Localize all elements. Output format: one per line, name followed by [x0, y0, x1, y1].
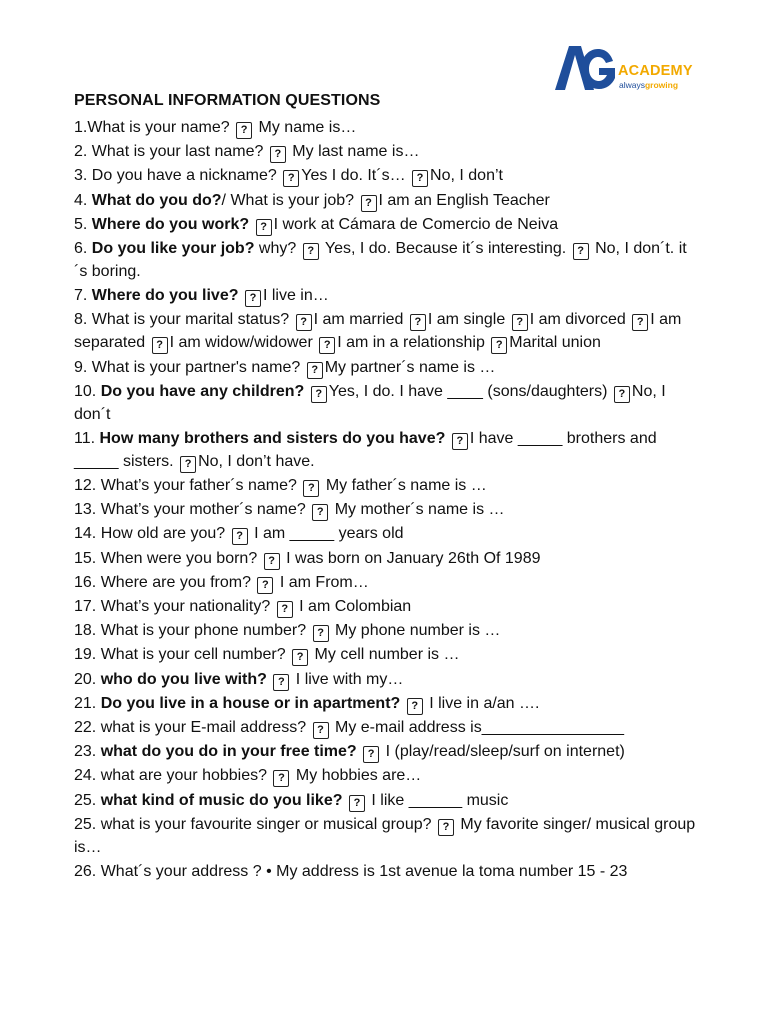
unknown-glyph-box-icon	[491, 337, 507, 354]
question-item	[74, 813, 696, 859]
unknown-glyph-box-icon	[311, 386, 327, 403]
question-text: 10.	[74, 382, 101, 400]
unknown-glyph-box-icon	[313, 625, 329, 642]
question-text: 3. Do you have a nickname?	[74, 167, 282, 185]
question-text: I am From…	[275, 573, 369, 591]
unknown-glyph-box-icon	[363, 746, 379, 763]
question-text: 12. What’s your father´s name?	[74, 477, 302, 495]
question-text	[238, 287, 242, 304]
question-item	[74, 619, 696, 642]
question-text: My hobbies are…	[291, 767, 422, 785]
question-item	[74, 284, 696, 307]
question-item	[74, 595, 696, 618]
question-text	[343, 792, 347, 809]
question-bold-text: what kind of music do you like?	[100, 791, 343, 809]
question-text	[304, 383, 308, 400]
question-bold-text: Do you live in a house or in apartment?	[100, 694, 401, 712]
question-item	[74, 716, 696, 739]
question-text: I am an English Teacher	[378, 191, 550, 209]
question-text: My father´s name is …	[321, 477, 487, 495]
question-text: 25. what is your favourite singer or musical group?	[74, 815, 436, 833]
question-text: I am divorced	[529, 311, 631, 329]
question-item	[74, 740, 696, 763]
unknown-glyph-box-icon	[313, 722, 329, 739]
question-text: My e-mail address is________________	[330, 718, 625, 736]
question-list	[74, 116, 696, 884]
academy-logo	[552, 40, 702, 96]
unknown-glyph-box-icon	[264, 553, 280, 570]
question-text: No, I don´t	[74, 382, 666, 423]
question-item	[74, 643, 696, 666]
question-text: 18. What is your phone number?	[74, 622, 311, 640]
question-text: 21.	[74, 694, 101, 712]
question-text: Yes, I do. Because it´s interesting.	[320, 239, 571, 257]
unknown-glyph-box-icon	[296, 314, 312, 331]
question-text: 24. what are your hobbies?	[74, 767, 272, 785]
question-text: I am _____ years old	[249, 525, 404, 543]
question-text	[357, 743, 361, 760]
unknown-glyph-box-icon	[307, 362, 323, 379]
question-text: I am in a relationship	[337, 334, 490, 352]
question-bold-text: Where do you live?	[91, 287, 239, 305]
question-text: 19. What is your cell number?	[74, 646, 291, 664]
question-text: 15. When were you born?	[74, 549, 262, 567]
unknown-glyph-box-icon	[632, 314, 648, 331]
unknown-glyph-box-icon	[573, 243, 589, 260]
question-item	[74, 764, 696, 787]
question-text: 25.	[74, 791, 101, 809]
unknown-glyph-box-icon	[349, 795, 365, 812]
question-item	[74, 522, 696, 545]
question-text: 13. What’s your mother´s name?	[74, 501, 311, 519]
question-bold-text: How many brothers and sisters do you have?	[99, 429, 446, 447]
unknown-glyph-box-icon	[270, 146, 286, 163]
question-item	[74, 237, 696, 283]
unknown-glyph-box-icon	[410, 314, 426, 331]
question-text: 22. what is your E-mail address?	[74, 718, 311, 736]
unknown-glyph-box-icon	[303, 480, 319, 497]
question-text: My mother´s name is …	[330, 501, 505, 519]
question-bold-text: who do you live with?	[100, 670, 267, 688]
question-text: No, I don’t	[430, 167, 503, 185]
question-text: My name is…	[254, 119, 357, 136]
unknown-glyph-box-icon	[273, 770, 289, 787]
question-text: 5.	[74, 215, 92, 233]
unknown-glyph-box-icon	[245, 290, 261, 307]
question-text: 4.	[74, 191, 92, 209]
question-item	[74, 356, 696, 379]
question-text: 2. What is your last name?	[74, 143, 268, 161]
question-text: 26. What´s your address ? • My address is 1st avenue la toma number 15 - 23	[74, 862, 628, 880]
question-text: I am widow/widower	[169, 334, 318, 352]
question-text: 14. How old are you?	[74, 525, 230, 543]
unknown-glyph-box-icon	[236, 122, 252, 139]
question-item	[74, 474, 696, 497]
question-item	[74, 547, 696, 570]
question-item	[74, 213, 696, 236]
question-text	[267, 671, 271, 688]
question-text: 11.	[74, 429, 100, 447]
question-text: Marital union	[509, 334, 601, 352]
question-item	[74, 498, 696, 521]
question-text: 23.	[74, 743, 101, 761]
question-text: 20.	[74, 670, 101, 688]
unknown-glyph-box-icon	[319, 337, 335, 354]
unknown-glyph-box-icon	[412, 170, 428, 187]
question-item	[74, 140, 696, 163]
question-item	[74, 189, 696, 212]
question-text	[445, 430, 449, 447]
question-text	[400, 695, 404, 712]
unknown-glyph-box-icon	[512, 314, 528, 331]
unknown-glyph-box-icon	[257, 577, 273, 594]
question-text: No, I don’t have.	[198, 452, 315, 470]
question-text: 9. What is your partner's name?	[74, 358, 305, 376]
question-text: I live with my…	[291, 670, 404, 688]
question-text: My cell number is …	[310, 646, 460, 664]
question-item	[74, 116, 696, 139]
unknown-glyph-box-icon	[361, 195, 377, 212]
question-bold-text: Do you have any children?	[100, 382, 305, 400]
question-text: I am Colombian	[294, 598, 412, 615]
question-item	[74, 380, 696, 426]
question-text: Yes I do. It´s…	[301, 167, 411, 185]
question-text: I like ______ music	[366, 791, 509, 809]
question-text: I live in…	[262, 287, 329, 305]
unknown-glyph-box-icon	[438, 819, 454, 836]
question-text: Yes, I do. I have ____ (sons/daughters)	[328, 382, 612, 400]
unknown-glyph-box-icon	[614, 386, 630, 403]
question-text: My partner´s name is …	[324, 358, 496, 376]
unknown-glyph-box-icon	[180, 456, 196, 473]
question-text: I have _____ brothers and _____ sisters.	[74, 429, 657, 470]
unknown-glyph-box-icon	[292, 649, 308, 666]
unknown-glyph-box-icon	[303, 243, 319, 260]
question-text: No, I don´t. it´s boring.	[74, 239, 687, 280]
question-item	[74, 571, 696, 594]
question-item	[74, 668, 696, 691]
unknown-glyph-box-icon	[277, 601, 293, 618]
unknown-glyph-box-icon	[273, 674, 289, 691]
question-bold-text: What do you do?	[91, 191, 222, 209]
question-text: I live in a/an ….	[424, 694, 540, 712]
question-text: I work at Cámara de Comercio de Neiva	[273, 215, 559, 233]
question-bold-text: what do you do in your free time?	[100, 743, 357, 761]
question-text: 1.What is your name?	[74, 119, 235, 136]
question-bold-text: Where do you work?	[91, 215, 250, 233]
question-text: 8. What is your marital status?	[74, 311, 294, 329]
unknown-glyph-box-icon	[452, 433, 468, 450]
question-text: I am married	[313, 311, 408, 329]
question-text: My phone number is …	[330, 622, 501, 640]
unknown-glyph-box-icon	[232, 528, 248, 545]
page-title: PERSONAL INFORMATION QUESTIONS	[74, 92, 381, 109]
question-bold-text: Do you like your job?	[91, 239, 255, 257]
question-text: I am separated	[74, 311, 682, 352]
logo-tagline: alwaysgrowing	[619, 80, 679, 90]
logo-wordmark: ACADEMY	[618, 63, 693, 79]
question-text: 16. Where are you from?	[74, 573, 256, 591]
ag-logo-mark-icon	[552, 40, 618, 96]
question-text: I am single	[427, 311, 510, 329]
question-item	[74, 789, 696, 812]
question-item	[74, 860, 696, 883]
question-text: I (play/read/sleep/surf on internet)	[381, 743, 625, 761]
question-item	[74, 308, 696, 354]
question-text: 6.	[74, 239, 92, 257]
question-item	[74, 427, 696, 473]
unknown-glyph-box-icon	[407, 698, 423, 715]
unknown-glyph-box-icon	[283, 170, 299, 187]
question-text: I was born on January 26th Of 1989	[281, 549, 541, 567]
question-text: 17. What’s your nationality?	[74, 598, 275, 615]
question-item	[74, 164, 696, 187]
question-item	[74, 692, 696, 715]
unknown-glyph-box-icon	[256, 219, 272, 236]
question-text	[249, 216, 253, 233]
question-text: My last name is…	[287, 143, 420, 161]
question-text: why?	[254, 239, 301, 257]
unknown-glyph-box-icon	[312, 504, 328, 521]
unknown-glyph-box-icon	[152, 337, 168, 354]
question-text: / What is your job?	[221, 191, 359, 209]
question-text: 7.	[74, 287, 92, 305]
question-text: My favorite singer/ musical group is…	[74, 815, 696, 856]
